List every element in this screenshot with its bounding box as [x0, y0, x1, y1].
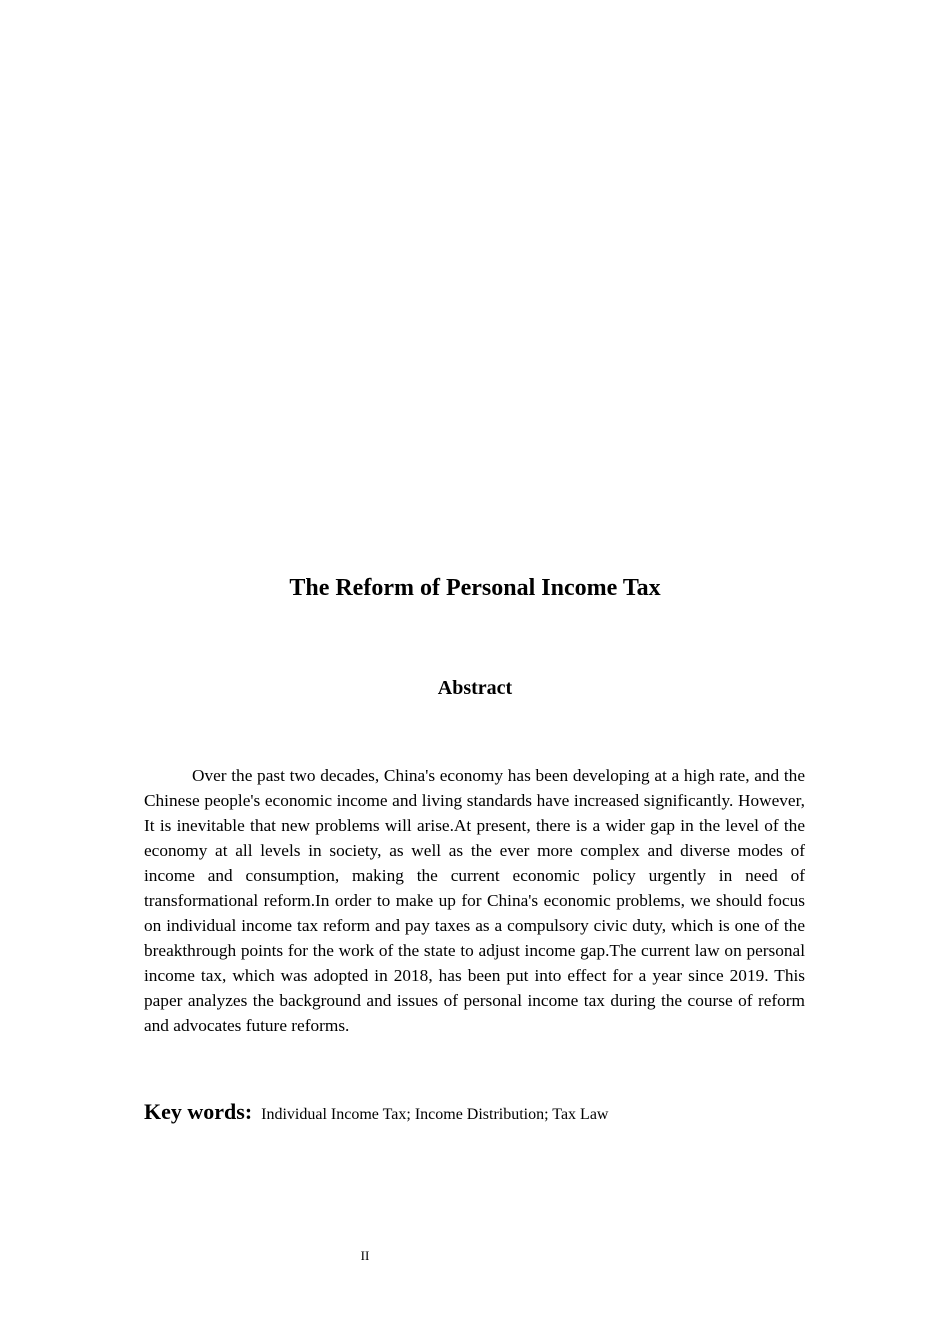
abstract-heading: Abstract [437, 677, 513, 699]
keywords-line [144, 1097, 805, 1130]
keywords-values: Individual Income Tax; Income Distribution; Tax Law [261, 1106, 609, 1123]
page-number: II [360, 1248, 370, 1263]
abstract-body: Over the past two decades, China's economy has been developing at a high rate, and the Chinese people's economic income and living standards have increased significantly. However, It is inevitable that new problems will arise.At present, there is a wider gap in the level of the economy at all levels in society, as well as the ever more complex and diverse modes of income and consumption, making the current economic policy urgently in need of transformational reform.In order to make up for China's economic problems, we should focus on individual income tax reform and pay taxes as a compulsory civic duty, which is one of the breakthrough points for the work of the state to adjust income gap.The current law on personal income tax, which was adopted in 2018, has been put into effect for a year since 2019. This paper analyzes the background and issues of personal income tax during the course of reform and advocates future reforms. [144, 766, 805, 1035]
keywords-label: Key words: [144, 1099, 253, 1124]
page-title: The Reform of Personal Income Tax [289, 575, 661, 601]
